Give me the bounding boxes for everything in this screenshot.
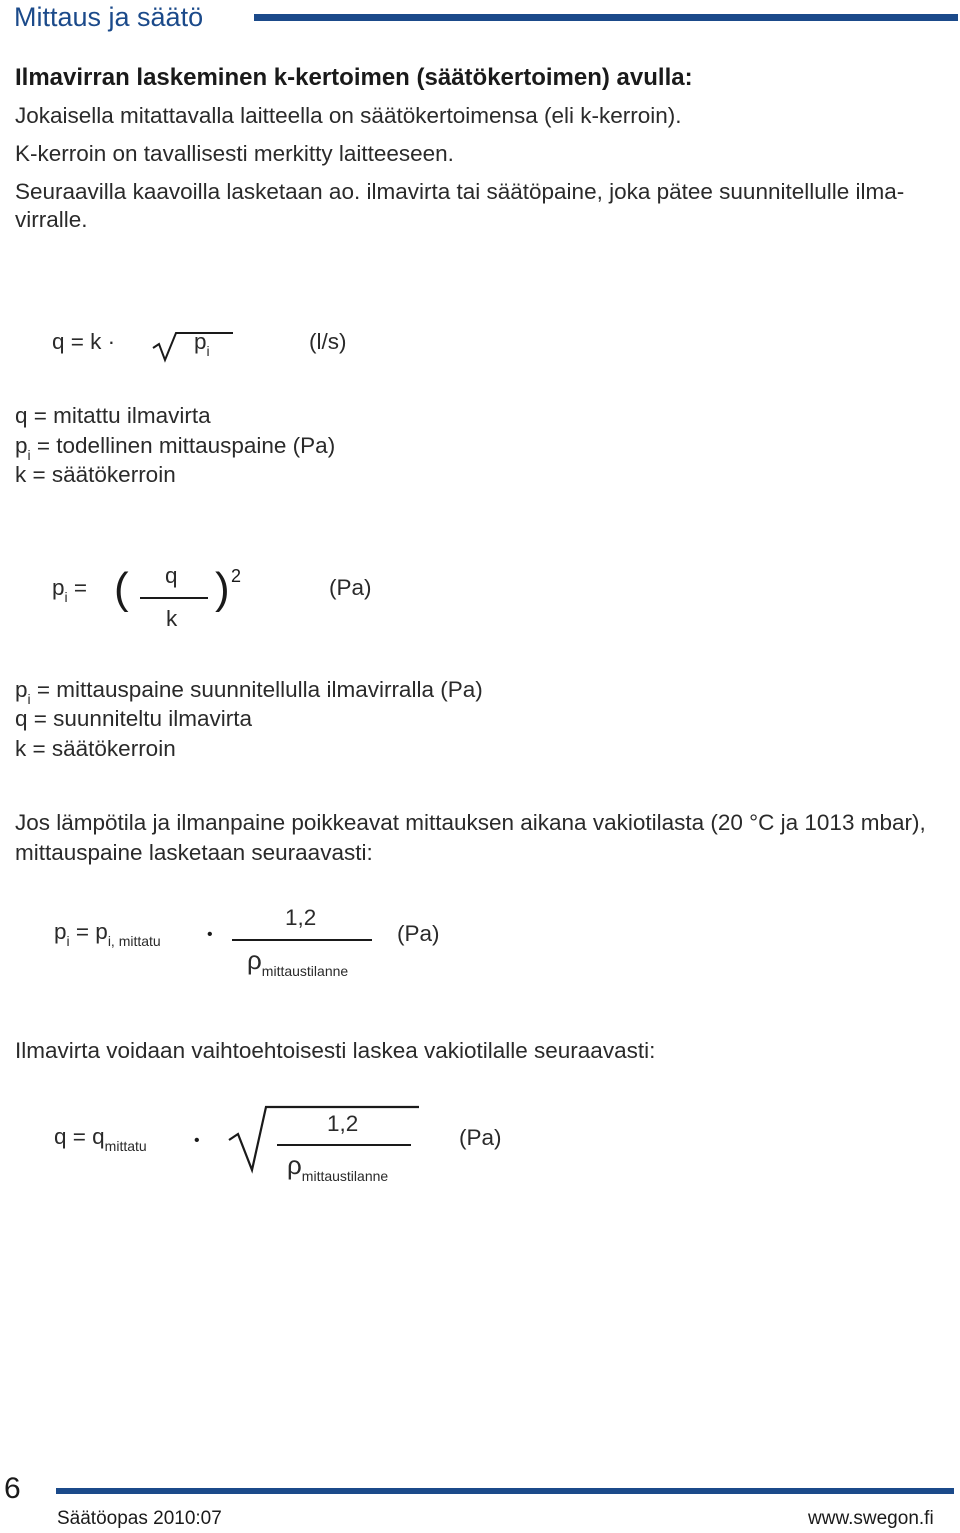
formula3-lhs-var: p [54,919,67,944]
formula4-unit: (Pa) [459,1125,502,1150]
formula4-lhs-sub: mittatu [104,1138,147,1154]
formula3-fraction-bar [232,939,372,941]
formula-flow-unit: (l/s) [309,329,347,354]
lhs-sub: i [64,589,68,605]
formula3-lhs [54,919,161,949]
intro-line-4: virralle. [15,207,88,232]
formula3-numerator: 1,2 [285,905,317,930]
paragraph-2: Ilmavirta voidaan vaihtoehtoisesti laskea vakiotilalle seuraavasti: [15,1038,656,1063]
lhs-var: p [52,575,65,600]
var-p: p [194,329,207,354]
legend1-p-text: = todellinen mittauspaine (Pa) [30,433,336,458]
legend2-k: k = säätökerroin [15,736,176,761]
exponent: 2 [231,566,242,586]
rho-symbol: ρ [287,1150,302,1180]
formula4-numerator: 1,2 [327,1111,359,1136]
intro-line-3: Seuraavilla kaavoilla lasketaan ao. ilmavirta tai säätöpaine, joka pätee suunnitellulle ilma- [15,179,905,204]
formula4-lhs [54,1124,147,1154]
formula-flow-lhs: q = k · [52,329,116,354]
legend1-p-sub: i [27,447,31,463]
formula-flow-var [194,329,210,359]
fraction-bar [140,597,208,599]
page-title: Mittaus ja säätö [14,2,204,32]
legend2-p-var: p [15,677,28,702]
open-paren: ( [114,564,129,613]
formula3-denominator [247,945,349,979]
formula4-denominator [287,1150,389,1184]
legend1-p-var: p [15,433,28,458]
formula4-rho-sub: mittaustilanne [301,1168,389,1184]
legend1-k: k = säätökerroin [15,462,176,487]
header-rule [254,14,958,21]
legend2-p-text: = mittauspaine suunnitellulla ilmavirralla (Pa) [30,677,483,702]
fraction-numerator: q [165,563,178,588]
formula3-eq: = p [75,919,108,944]
footer-website-link[interactable]: www.swegon.fi [808,1508,934,1529]
rho-symbol: ρ [247,945,262,975]
footer-rule [56,1488,954,1494]
formula-pressure-lhs [52,575,88,605]
legend2-p [15,677,483,707]
var-p-sub: i [206,343,210,359]
paragraph-line-2: mittauspaine lasketaan seuraavasti: [15,840,373,865]
legend2-p-sub: i [27,691,31,707]
section-heading: Ilmavirran laskeminen k-kertoimen (säätökertoimen) avulla: [15,64,693,91]
multiply-dot: • [207,926,213,943]
footer-doc-title: Säätöopas 2010:07 [57,1508,222,1529]
close-paren: ) [215,564,230,613]
page-number: 6 [4,1472,21,1505]
formula3-lhs-sub: i [66,933,70,949]
formula3-rho-sub: mittaustilanne [261,963,349,979]
formula4-lhs-text: q = q [54,1124,105,1149]
intro-line-2: K-kerroin on tavallisesti merkitty laitteeseen. [15,141,454,166]
formula3-rhs-sub: i, mittatu [107,933,161,949]
intro-line-1: Jokaisella mitattavalla laitteella on säätökertoimensa (eli k-kerroin). [15,103,682,128]
legend1-p [15,433,336,463]
legend1-q: q = mitattu ilmavirta [15,403,211,428]
multiply-dot: • [194,1132,200,1149]
paragraph-line-1: Jos lämpötila ja ilmanpaine poikkeavat mittauksen aikana vakiotilasta (20 °C ja 1013 mbar), [15,810,926,835]
formula-pressure-unit: (Pa) [329,575,372,600]
formula3-unit: (Pa) [397,921,440,946]
formula4-fraction-bar [277,1144,411,1146]
legend2-q: q = suunniteltu ilmavirta [15,706,252,731]
equals-sign: = [73,575,88,600]
fraction-denominator: k [166,606,178,631]
